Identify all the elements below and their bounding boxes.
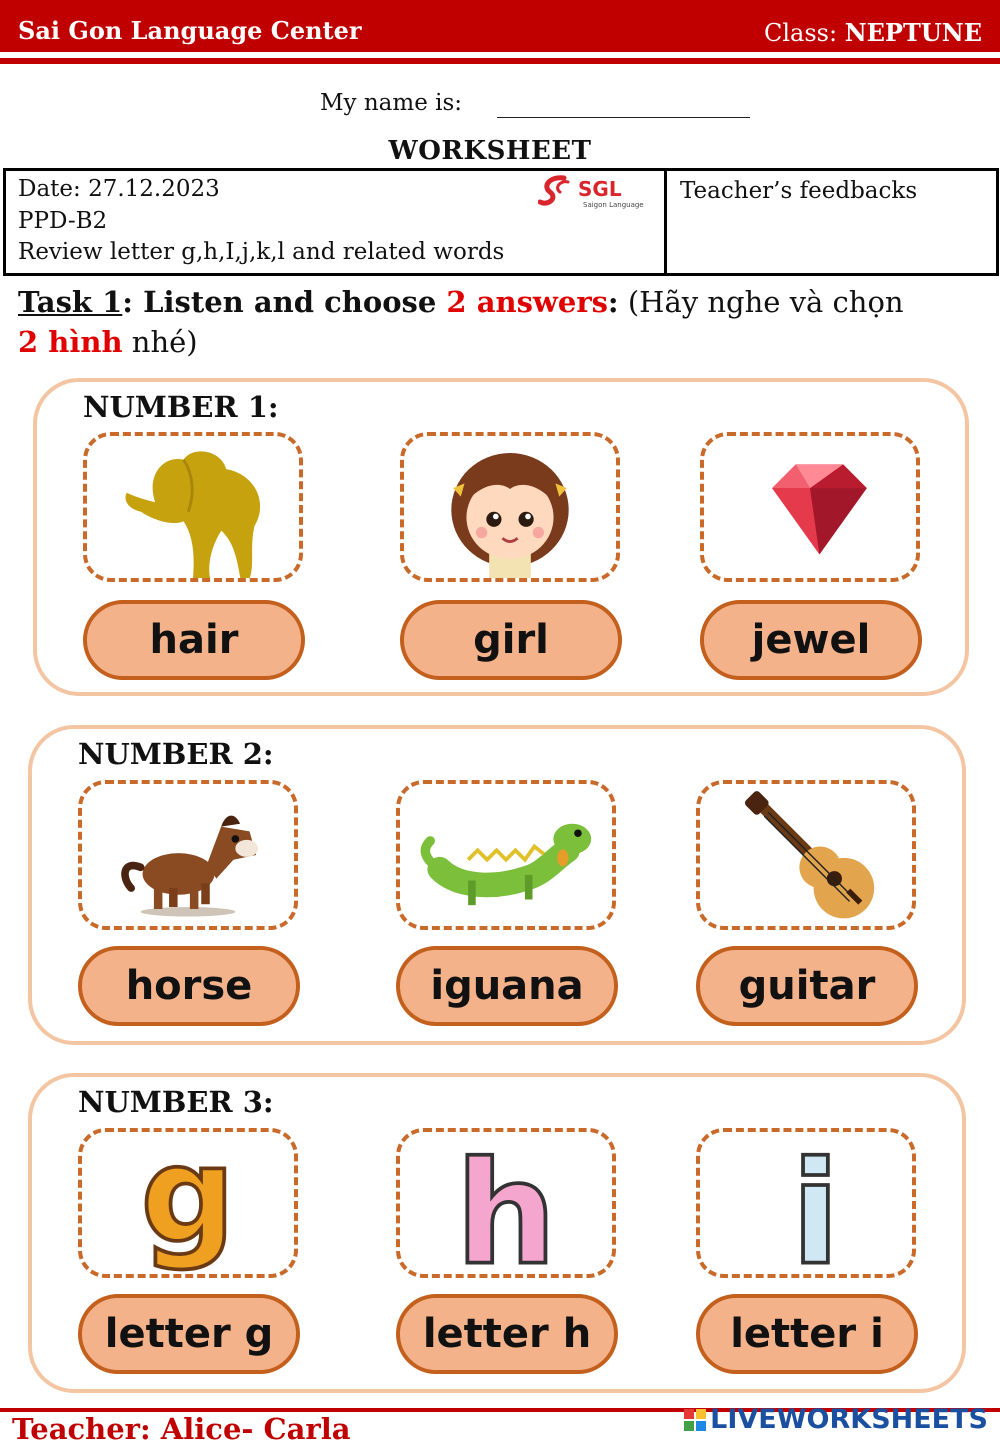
option-image[interactable] xyxy=(700,432,920,582)
option-image[interactable] xyxy=(396,1128,616,1278)
group-label: NUMBER 1: xyxy=(83,390,279,424)
option-image[interactable] xyxy=(83,432,303,582)
org-name: Sai Gon Language Center xyxy=(18,16,362,45)
answer-option-horse[interactable]: horse xyxy=(78,946,300,1026)
option-image[interactable] xyxy=(78,780,298,930)
girl-icon xyxy=(404,436,616,578)
liveworksheets-brand xyxy=(684,1404,988,1435)
task-label: Task 1 xyxy=(18,285,123,319)
class-name: NEPTUNE xyxy=(844,18,982,47)
name-field[interactable] xyxy=(497,117,750,118)
iguana-icon xyxy=(400,784,612,926)
worksheet-title: WORKSHEET xyxy=(388,136,592,166)
sgl-logo-icon xyxy=(538,172,648,212)
name-prompt: My name is: xyxy=(320,90,463,116)
teacher-name: Teacher: Alice- Carla xyxy=(12,1412,351,1446)
info-divider xyxy=(664,168,667,276)
liveworksheets-logo-icon xyxy=(684,1409,706,1431)
option-image[interactable] xyxy=(696,780,916,930)
answer-option-guitar[interactable]: guitar xyxy=(696,946,918,1026)
answer-option-jewel[interactable]: jewel xyxy=(700,600,922,680)
horse-icon xyxy=(82,784,294,926)
class-label: Class: xyxy=(763,19,838,47)
group-label: NUMBER 3: xyxy=(78,1085,274,1119)
info-date: Date: 27.12.2023 xyxy=(18,176,220,202)
task-red-images: 2 hình xyxy=(18,325,123,359)
letter-i-icon xyxy=(700,1132,912,1274)
option-image[interactable] xyxy=(396,780,616,930)
task-red-answers: 2 answers xyxy=(446,285,608,319)
sgl-logo xyxy=(538,172,648,212)
option-image[interactable] xyxy=(400,432,620,582)
task-vn-text: (Hãy nghe và chọn xyxy=(618,285,904,319)
task-vn-end: nhé) xyxy=(122,325,198,359)
task-text: : Listen and choose xyxy=(122,285,447,319)
hair-icon xyxy=(87,436,299,578)
jewel-icon xyxy=(704,436,916,578)
task-instruction xyxy=(18,282,993,362)
sgl-logo-sub: Saigon Language xyxy=(583,201,644,209)
letter-h-glyph: h xyxy=(455,1132,557,1274)
teacher-feedback-label: Teacher’s feedbacks xyxy=(680,178,918,204)
letter-i-glyph: i xyxy=(791,1132,840,1274)
option-image[interactable] xyxy=(78,1128,298,1278)
info-code: PPD-B2 xyxy=(18,208,108,234)
task-colon: : xyxy=(607,285,619,319)
liveworksheets-text: LIVEWORKSHEETS xyxy=(710,1404,988,1435)
answer-option-girl[interactable]: girl xyxy=(400,600,622,680)
answer-option-letter-h[interactable]: letter h xyxy=(396,1294,618,1374)
letter-g-icon xyxy=(82,1132,294,1274)
answer-option-letter-g[interactable]: letter g xyxy=(78,1294,300,1374)
sgl-logo-text: SGL xyxy=(578,177,622,201)
guitar-icon xyxy=(700,784,912,926)
info-topic: Review letter g,h,I,j,k,l and related words xyxy=(18,239,505,265)
answer-option-hair[interactable]: hair xyxy=(83,600,305,680)
answer-option-letter-i[interactable]: letter i xyxy=(696,1294,918,1374)
option-image[interactable] xyxy=(696,1128,916,1278)
class-info xyxy=(764,18,982,47)
letter-g-glyph: g xyxy=(140,1132,236,1273)
letter-h-icon xyxy=(400,1132,612,1274)
group-label: NUMBER 2: xyxy=(78,737,274,771)
answer-option-iguana[interactable]: iguana xyxy=(396,946,618,1026)
header-rule xyxy=(0,58,1000,64)
